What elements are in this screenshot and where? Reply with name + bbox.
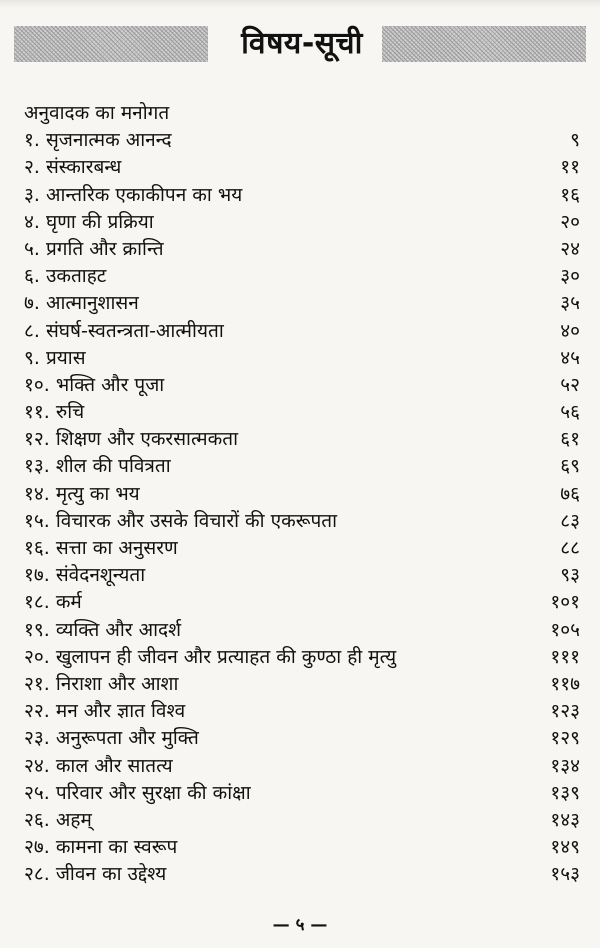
toc-entry-page: १६ <box>560 183 580 206</box>
toc-entry-title: २. संस्कारबन्ध <box>24 156 122 179</box>
toc-entry-title: २२. मन और ज्ञात विश्व <box>24 700 186 723</box>
toc-entry-title: ५. प्रगति और क्रान्ति <box>24 237 164 260</box>
toc-entry <box>24 127 580 154</box>
toc-entry-title: १९. व्यक्ति और आदर्श <box>24 618 182 641</box>
toc-entry-title: २७. कामना का स्वरूप <box>24 836 178 859</box>
toc-entry-page: ८३ <box>560 509 580 532</box>
toc-entry-page: २४ <box>560 237 580 260</box>
toc-entry-page: ७६ <box>560 482 580 505</box>
toc-entry <box>24 453 580 480</box>
toc-entry-title: ६. उकताहट <box>24 265 107 288</box>
hatched-bar-right <box>382 26 586 62</box>
toc-entry-title: १. सृजनात्मक आनन्द <box>24 129 172 152</box>
page-number: — ५ — <box>272 915 328 935</box>
hatched-bar-left <box>14 26 208 62</box>
toc-entry <box>24 345 580 372</box>
toc-entry-page: ६१ <box>560 428 580 451</box>
table-of-contents <box>24 100 580 888</box>
toc-entry-title: १६. सत्ता का अनुसरण <box>24 537 178 559</box>
toc-entry <box>24 481 580 508</box>
toc-entry-page: ६९ <box>560 455 580 478</box>
toc-entry <box>24 861 580 888</box>
toc-entry <box>24 263 580 290</box>
toc-entry-page: १४९ <box>550 836 580 859</box>
toc-entry-title: ७. आत्मानुशासन <box>24 292 139 315</box>
page-title: विषय-सूची <box>241 26 363 61</box>
toc-entry-title: १४. मृत्यु का भय <box>24 482 140 505</box>
toc-entry-page: १३४ <box>550 754 580 777</box>
toc-entry-title: २५. परिवार और सुरक्षा की कांक्षा <box>24 781 251 804</box>
toc-entry-page: १३९ <box>550 781 580 804</box>
toc-entry-title: ११. रुचि <box>24 401 85 424</box>
toc-entry-title: ३. आन्तरिक एकाकीपन का भय <box>24 183 243 206</box>
toc-entry-title: ४. घृणा की प्रक्रिया <box>24 210 154 233</box>
toc-entry <box>24 753 580 780</box>
toc-entry-title: १२. शिक्षण और एकरसात्मकता <box>24 428 239 451</box>
toc-entry-page: ९ <box>570 129 580 152</box>
toc-entry <box>24 617 580 644</box>
toc-entry-title: ९. प्रयास <box>24 346 86 369</box>
toc-entry-page: ३५ <box>560 292 580 315</box>
toc-entry <box>24 372 580 399</box>
toc-entry-title: ८. संघर्ष-स्वतन्त्रता-आत्मीयता <box>24 319 224 342</box>
toc-entry-page: १०५ <box>550 618 580 641</box>
toc-entry-title: २३. अनुरूपता और मुक्ति <box>24 727 199 750</box>
toc-entry <box>24 426 580 453</box>
toc-entry-page: १०१ <box>550 591 580 614</box>
toc-entry <box>24 209 580 236</box>
toc-entry-page: ५६ <box>560 401 580 424</box>
toc-entry-page: ८८ <box>560 537 580 559</box>
toc-entry-page: ९३ <box>560 564 580 587</box>
toc-entry-page: १४३ <box>550 808 580 831</box>
toc-entry <box>24 780 580 807</box>
toc-entry-title: १५. विचारक और उसके विचारों की एकरूपता <box>24 509 338 532</box>
contents-header <box>14 22 586 66</box>
toc-entry-title: अनुवादक का मनोगत <box>24 102 170 124</box>
toc-entry-title: १३. शील की पवित्रता <box>24 455 171 478</box>
toc-entry-title: १०. भक्ति और पूजा <box>24 373 165 396</box>
toc-entry <box>24 562 580 589</box>
toc-entry <box>24 589 580 616</box>
toc-entry <box>24 236 580 263</box>
toc-entry <box>24 318 580 345</box>
toc-entry-page: २० <box>560 210 580 233</box>
toc-entry <box>24 725 580 752</box>
toc-entry-title: १८. कर्म <box>24 591 82 614</box>
toc-entry-page: १२३ <box>550 700 580 723</box>
toc-entry-page: १५३ <box>550 863 580 886</box>
toc-entry-page: ४० <box>560 319 580 342</box>
toc-entry-page: ११ <box>560 156 580 179</box>
toc-entry <box>24 154 580 181</box>
toc-entry <box>24 508 580 535</box>
toc-entry-title: २८. जीवन का उद्देश्य <box>24 863 167 886</box>
toc-entry <box>24 182 580 209</box>
toc-entry <box>24 290 580 317</box>
toc-entry <box>24 807 580 834</box>
toc-entry-page: १२९ <box>550 727 580 750</box>
toc-entry-page: ३० <box>560 265 580 288</box>
toc-entry-title: २१. निराशा और आशा <box>24 672 179 695</box>
toc-entry-title: २४. काल और सातत्य <box>24 754 173 777</box>
toc-entry-title: २०. खुलापन ही जीवन और प्रत्याहत की कुण्ठा ही मृत्यु <box>24 645 397 668</box>
top-edge <box>0 0 600 8</box>
toc-entry-page: ५२ <box>560 373 580 396</box>
toc-entry <box>24 671 580 698</box>
toc-entry-page: ४५ <box>560 346 580 369</box>
toc-entry <box>24 399 580 426</box>
toc-entry <box>24 644 580 671</box>
toc-entry <box>24 100 580 127</box>
toc-entry <box>24 834 580 861</box>
toc-entry-title: १७. संवेदनशून्यता <box>24 564 146 587</box>
toc-entry-page: ११७ <box>550 672 580 695</box>
toc-entry <box>24 535 580 562</box>
toc-entry <box>24 698 580 725</box>
toc-entry-title: २६. अहम् <box>24 808 92 831</box>
toc-entry-page: १११ <box>550 645 580 668</box>
